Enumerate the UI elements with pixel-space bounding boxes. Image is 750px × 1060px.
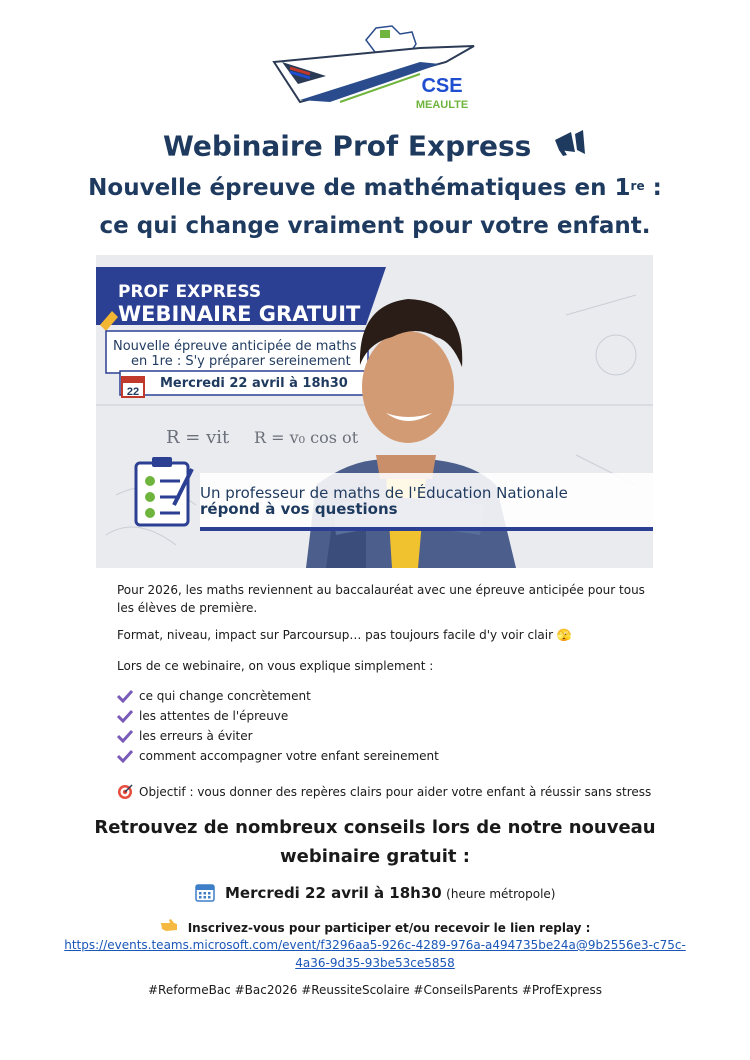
list-item-text: comment accompagner votre enfant sereinement: [139, 749, 439, 763]
banner-brand: PROF EXPRESS: [118, 282, 262, 302]
page-title-text: Webinaire Prof Express: [162, 129, 532, 163]
explanation-paragraph: Lors de ce webinaire, on vous explique simplement :: [117, 659, 434, 673]
cse-logo: [270, 22, 480, 114]
target-icon: [117, 784, 133, 800]
topics-list: [117, 686, 439, 766]
event-date-text: Mercredi 22 avril à 18h30: [224, 884, 442, 902]
objective-text: Objectif : vous donner des repères clairs pour aider votre enfant à réussir sans stress: [139, 785, 652, 799]
subtitle-line2: ce qui change vraiment pour votre enfant.: [99, 213, 651, 239]
register-text: Inscrivez-vous pour participer et/ou recevoir le lien replay :: [187, 921, 591, 935]
banner-prof-line2: répond à vos questions: [200, 500, 398, 518]
banner-prof-line1: Un professeur de maths de l'Éducation Nationale: [200, 484, 568, 502]
list-item-text: les attentes de l'épreuve: [139, 709, 289, 723]
cta-line2: webinaire gratuit :: [280, 846, 470, 867]
objective: [117, 783, 651, 801]
event-date: [0, 882, 750, 906]
registration-link-line2[interactable]: 4a36-9d35-93be53ce5858: [295, 956, 455, 970]
banner-headline: WEBINAIRE GRATUIT: [118, 302, 361, 326]
logo-text: CSE: [421, 75, 463, 97]
list-item: [117, 686, 439, 706]
check-icon: [117, 689, 133, 703]
pointing-hand-icon: [160, 918, 178, 935]
list-item: [117, 726, 439, 746]
banner-topic-line2: en 1re : S'y préparer sereinement: [131, 354, 351, 369]
subtitle-superscript: re: [630, 179, 645, 193]
banner-calendar-day: 22: [126, 386, 140, 398]
check-icon: [117, 749, 133, 763]
board-formula-1: R = vit: [166, 427, 230, 448]
parcoursup-paragraph: Format, niveau, impact sur Parcoursup… pas toujours facile d'y voir clair 🫣: [117, 628, 572, 642]
hashtags: #ReformeBac #Bac2026 #ReussiteScolaire #ConseilsParents #ProfExpress: [148, 983, 602, 997]
cta-line1: Retrouvez de nombreux conseils lors de notre nouveau: [94, 817, 656, 838]
calendar-icon: [195, 882, 215, 906]
megaphone-icon: [551, 128, 587, 167]
page-title: [0, 128, 750, 167]
check-icon: [117, 729, 133, 743]
intro-paragraph: Pour 2026, les maths reviennent au baccalauréat avec une épreuve anticipée pour tous les élèves de première.: [117, 583, 645, 615]
banner-date: Mercredi 22 avril à 18h30: [160, 376, 348, 391]
subtitle-line1: [0, 172, 750, 204]
check-icon: [117, 709, 133, 723]
list-item-text: ce qui change concrètement: [139, 689, 311, 703]
registration-link-line1[interactable]: https://events.teams.microsoft.com/event/f3296aa5-926c-4289-976a-a494735be24a@9b2556e3-c75c-: [64, 938, 686, 952]
board-formula-2: R = v₀ cos ot: [254, 428, 359, 447]
register-label: [0, 918, 750, 935]
banner-topic-line1: Nouvelle épreuve anticipée de maths: [113, 339, 357, 354]
event-timezone: (heure métropole): [446, 887, 556, 901]
list-item: [117, 746, 439, 766]
subtitle-text: Nouvelle épreuve de mathématiques en 1: [88, 175, 631, 201]
list-item: [117, 706, 439, 726]
subtitle-end: :: [644, 175, 662, 201]
logo-subtext: MEAULTE: [415, 99, 469, 111]
list-item-text: les erreurs à éviter: [139, 729, 253, 743]
